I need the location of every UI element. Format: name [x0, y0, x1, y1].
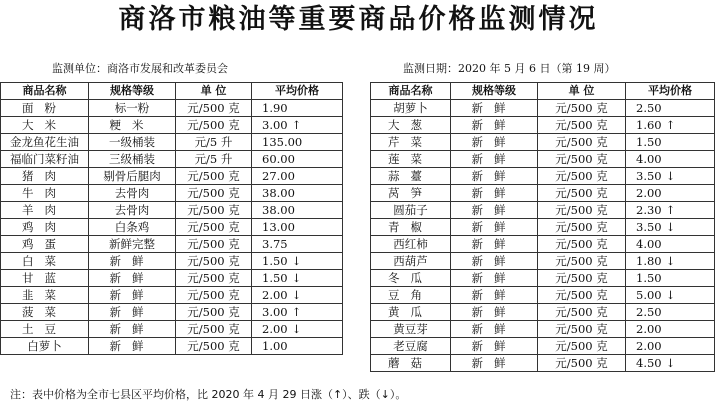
monitor-date: 监测日期：2020 年 5 月 6 日（第 19 周）: [403, 62, 616, 75]
avg-price: [626, 270, 715, 287]
header-spec: 规格等级: [89, 83, 176, 100]
table-row: [371, 304, 715, 321]
product-name: 金龙鱼花生油: [1, 134, 89, 151]
unit: 元/500 克: [538, 236, 626, 253]
spec-grade: 新鲜: [451, 100, 538, 117]
product-name: 黄瓜: [371, 304, 451, 321]
price-value: 1.50: [262, 271, 288, 285]
table-row: [371, 117, 715, 134]
table-row: [371, 100, 715, 117]
price-value: 4.50: [636, 356, 662, 370]
spec-grade: 三级桶装: [89, 151, 176, 168]
spec-grade: 新鲜: [451, 168, 538, 185]
spec-grade: 剔骨后腿肉: [89, 168, 176, 185]
product-name: 胡萝卜: [371, 100, 451, 117]
table-row: [371, 134, 715, 151]
unit: 元/500 克: [538, 151, 626, 168]
avg-price: [626, 202, 715, 219]
product-name: 莴笋: [371, 185, 451, 202]
avg-price: [626, 151, 715, 168]
unit: 元/500 克: [176, 117, 252, 134]
avg-price: [252, 185, 343, 202]
arrow-up-icon: ↑: [665, 118, 676, 132]
table-row: [371, 253, 715, 270]
unit: 元/500 克: [176, 287, 252, 304]
page-title: 商洛市粮油等重要商品价格监测情况: [118, 4, 599, 35]
price-value: 1.90: [262, 101, 288, 115]
price-value: 3.50: [636, 220, 662, 234]
product-name: 蘑菇: [371, 355, 451, 372]
unit: 元/500 克: [176, 304, 252, 321]
avg-price: [252, 270, 343, 287]
spec-grade: 新鲜: [89, 253, 176, 270]
avg-price: [626, 236, 715, 253]
arrow-down-icon: ↓: [665, 169, 676, 183]
price-value: 1.00: [262, 339, 288, 353]
table-row: [371, 219, 715, 236]
header-price: 平均价格: [626, 83, 715, 100]
spec-grade: 新鲜: [89, 338, 176, 355]
table-row: [1, 304, 343, 321]
table-row: [1, 100, 343, 117]
spec-grade: 新鲜: [451, 185, 538, 202]
spec-grade: 一级桶装: [89, 134, 176, 151]
product-name: 蒜薹: [371, 168, 451, 185]
product-name: 老豆腐: [371, 338, 451, 355]
unit: 元/500 克: [176, 270, 252, 287]
table-row: [371, 236, 715, 253]
price-value: 2.50: [636, 305, 662, 319]
table-row: [371, 287, 715, 304]
spec-grade: 去骨肉: [89, 185, 176, 202]
arrow-down-icon: ↓: [665, 288, 676, 302]
header-row: [1, 83, 343, 100]
product-name: 菠菜: [1, 304, 89, 321]
unit: 元/500 克: [176, 185, 252, 202]
product-name: 猪肉: [1, 168, 89, 185]
table-row: [1, 338, 343, 355]
avg-price: [626, 134, 715, 151]
table-row: [1, 185, 343, 202]
table-row: [1, 134, 343, 151]
table-row: [371, 355, 715, 372]
product-name: 大葱: [371, 117, 451, 134]
spec-grade: 新鲜: [451, 338, 538, 355]
price-value: 38.00: [262, 203, 295, 217]
product-name: 西红柿: [371, 236, 451, 253]
avg-price: [252, 321, 343, 338]
avg-price: [626, 355, 715, 372]
table-row: [1, 270, 343, 287]
unit: 元/500 克: [538, 355, 626, 372]
product-name: 白萝卜: [1, 338, 89, 355]
product-name: 牛肉: [1, 185, 89, 202]
table-row: [1, 287, 343, 304]
price-value: 1.50: [262, 254, 288, 268]
price-value: 2.50: [636, 101, 662, 115]
header-name: 商品名称: [371, 83, 451, 100]
unit: 元/500 克: [538, 219, 626, 236]
product-name: 西葫芦: [371, 253, 451, 270]
spec-grade: 去骨肉: [89, 202, 176, 219]
spec-grade: 新鲜: [451, 287, 538, 304]
table-row: [1, 236, 343, 253]
unit: 元/500 克: [176, 219, 252, 236]
price-value: 4.00: [636, 152, 662, 166]
table-row: [1, 219, 343, 236]
table-row: [371, 168, 715, 185]
unit: 元/500 克: [538, 287, 626, 304]
spec-grade: 新鲜: [451, 304, 538, 321]
price-value: 60.00: [262, 152, 295, 166]
price-value: 4.00: [636, 237, 662, 251]
spec-grade: 新鲜: [451, 270, 538, 287]
product-name: 鸡蛋: [1, 236, 89, 253]
spec-grade: 新鲜: [451, 253, 538, 270]
unit: 元/500 克: [538, 321, 626, 338]
price-value: 3.00: [262, 305, 288, 319]
spec-grade: 新鲜: [451, 134, 538, 151]
arrow-up-icon: ↑: [291, 305, 302, 319]
unit: 元/500 克: [176, 168, 252, 185]
price-value: 3.00: [262, 118, 288, 132]
table-row: [371, 151, 715, 168]
price-value: 2.00: [636, 322, 662, 336]
product-name: 豆角: [371, 287, 451, 304]
unit: 元/500 克: [538, 185, 626, 202]
spec-grade: 标一粉: [89, 100, 176, 117]
table-row: [1, 168, 343, 185]
unit: 元/500 克: [176, 253, 252, 270]
product-name: 韭菜: [1, 287, 89, 304]
avg-price: [252, 338, 343, 355]
product-name: 圆茄子: [371, 202, 451, 219]
unit: 元/500 克: [538, 270, 626, 287]
product-name: 福临门菜籽油: [1, 151, 89, 168]
product-name: 羊肉: [1, 202, 89, 219]
price-value: 5.00: [636, 288, 662, 302]
avg-price: [626, 321, 715, 338]
spec-grade: 新鲜: [89, 270, 176, 287]
arrow-down-icon: ↓: [665, 356, 676, 370]
arrow-down-icon: ↓: [665, 220, 676, 234]
avg-price: [252, 151, 343, 168]
spec-grade: 新鲜: [89, 304, 176, 321]
arrow-up-icon: ↑: [291, 118, 302, 132]
unit: 元/500 克: [176, 236, 252, 253]
unit: 元/500 克: [538, 304, 626, 321]
avg-price: [252, 219, 343, 236]
product-name: 芹菜: [371, 134, 451, 151]
avg-price: [626, 219, 715, 236]
avg-price: [626, 253, 715, 270]
spec-grade: 新鲜完整: [89, 236, 176, 253]
avg-price: [252, 134, 343, 151]
price-table-left: [0, 82, 343, 355]
table-row: [371, 338, 715, 355]
unit: 元/5 升: [176, 151, 252, 168]
table-row: [371, 321, 715, 338]
table-row: [371, 185, 715, 202]
spec-grade: 新鲜: [451, 236, 538, 253]
spec-grade: 新鲜: [451, 202, 538, 219]
table-row: [1, 202, 343, 219]
avg-price: [626, 185, 715, 202]
unit: 元/500 克: [538, 202, 626, 219]
price-value: 1.50: [636, 271, 662, 285]
price-value: 135.00: [262, 135, 303, 149]
spec-grade: 新鲜: [89, 287, 176, 304]
spec-grade: 新鲜: [451, 321, 538, 338]
spec-grade: 新鲜: [451, 151, 538, 168]
product-name: 大米: [1, 117, 89, 134]
header-spec: 规格等级: [451, 83, 538, 100]
header-unit: 单 位: [538, 83, 626, 100]
table-row: [371, 202, 715, 219]
unit: 元/5 升: [176, 134, 252, 151]
spec-grade: 新鲜: [451, 355, 538, 372]
table-row: [371, 270, 715, 287]
arrow-down-icon: ↓: [291, 288, 302, 302]
arrow-down-icon: ↓: [291, 271, 302, 285]
product-name: 冬瓜: [371, 270, 451, 287]
avg-price: [626, 304, 715, 321]
unit: 元/500 克: [538, 168, 626, 185]
avg-price: [252, 100, 343, 117]
price-value: 38.00: [262, 186, 295, 200]
price-table-right: [370, 82, 715, 372]
header-row: [371, 83, 715, 100]
price-value: 2.00: [262, 288, 288, 302]
product-name: 莲菜: [371, 151, 451, 168]
price-value: 2.00: [636, 339, 662, 353]
unit: 元/500 克: [176, 202, 252, 219]
table-row: [1, 321, 343, 338]
avg-price: [626, 117, 715, 134]
arrow-up-icon: ↑: [665, 203, 676, 217]
price-value: 3.75: [262, 237, 288, 251]
avg-price: [252, 168, 343, 185]
price-value: 1.60: [636, 118, 662, 132]
unit: 元/500 克: [176, 338, 252, 355]
product-name: 青椒: [371, 219, 451, 236]
avg-price: [252, 202, 343, 219]
unit: 元/500 克: [538, 134, 626, 151]
header-price: 平均价格: [252, 83, 343, 100]
price-value: 1.50: [636, 135, 662, 149]
avg-price: [252, 117, 343, 134]
product-name: 黄豆芽: [371, 321, 451, 338]
arrow-down-icon: ↓: [291, 322, 302, 336]
avg-price: [626, 338, 715, 355]
spec-grade: 粳米: [89, 117, 176, 134]
price-value: 2.30: [636, 203, 662, 217]
table-row: [1, 151, 343, 168]
table-row: [1, 117, 343, 134]
arrow-down-icon: ↓: [665, 254, 676, 268]
unit: 元/500 克: [176, 100, 252, 117]
monitor-unit: 监测单位：商洛市发展和改革委员会: [52, 62, 228, 75]
product-name: 面粉: [1, 100, 89, 117]
unit: 元/500 克: [176, 321, 252, 338]
spec-grade: 新鲜: [451, 117, 538, 134]
price-value: 1.80: [636, 254, 662, 268]
avg-price: [626, 100, 715, 117]
unit: 元/500 克: [538, 253, 626, 270]
spec-grade: 白条鸡: [89, 219, 176, 236]
price-value: 2.00: [262, 322, 288, 336]
header-unit: 单 位: [176, 83, 252, 100]
price-value: 3.50: [636, 169, 662, 183]
avg-price: [626, 168, 715, 185]
table-row: [1, 253, 343, 270]
price-value: 2.00: [636, 186, 662, 200]
avg-price: [626, 287, 715, 304]
header-name: 商品名称: [1, 83, 89, 100]
spec-grade: 新鲜: [89, 321, 176, 338]
avg-price: [252, 304, 343, 321]
avg-price: [252, 236, 343, 253]
product-name: 鸡肉: [1, 219, 89, 236]
unit: 元/500 克: [538, 338, 626, 355]
unit: 元/500 克: [538, 117, 626, 134]
footnote: 注：表中价格为全市七县区平均价格，比 2020 年 4 月 29 日涨（↑）、跌（↓）。: [10, 388, 407, 401]
arrow-down-icon: ↓: [291, 254, 302, 268]
unit: 元/500 克: [538, 100, 626, 117]
price-value: 13.00: [262, 220, 295, 234]
price-value: 27.00: [262, 169, 295, 183]
spec-grade: 新鲜: [451, 219, 538, 236]
product-name: 白菜: [1, 253, 89, 270]
product-name: 土豆: [1, 321, 89, 338]
avg-price: [252, 287, 343, 304]
avg-price: [252, 253, 343, 270]
product-name: 甘蓝: [1, 270, 89, 287]
